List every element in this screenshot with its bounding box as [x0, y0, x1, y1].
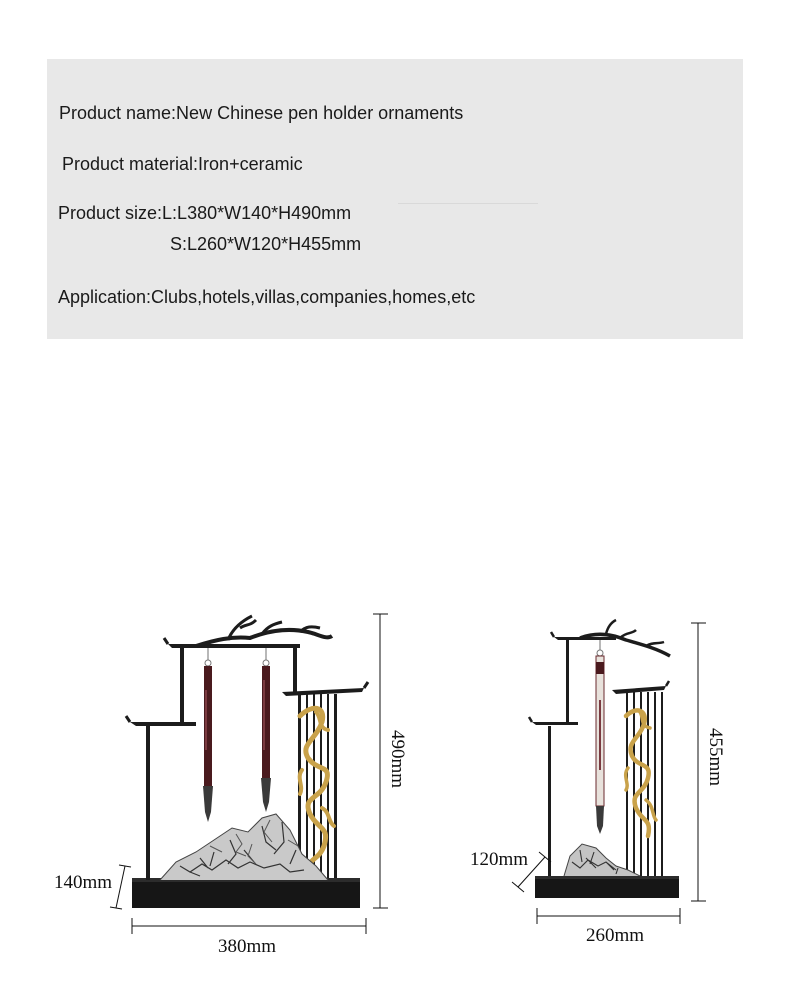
spec-product-size-large: Product size:L:L380*W140*H490mm — [58, 203, 352, 223]
large-depth-label: 140mm — [54, 872, 113, 893]
large-length-label: 380mm — [218, 936, 277, 957]
spec-product-size-small: S:L260*W120*H455mm — [170, 234, 362, 254]
large-height-label: 490mm — [387, 730, 408, 789]
small-depth-label: 120mm — [470, 849, 529, 870]
spec-product-material: Product material:Iron+ceramic — [62, 154, 303, 174]
large-pen-holder — [126, 616, 368, 908]
small-length-label: 260mm — [586, 925, 645, 946]
small-pen-holder — [529, 620, 679, 898]
spec-product-name: Product name:New Chinese pen holder ornaments — [59, 103, 464, 123]
spec-application: Application:Clubs,hotels,villas,companies,homes,etc — [58, 287, 476, 307]
small-height-label: 455mm — [705, 728, 726, 787]
